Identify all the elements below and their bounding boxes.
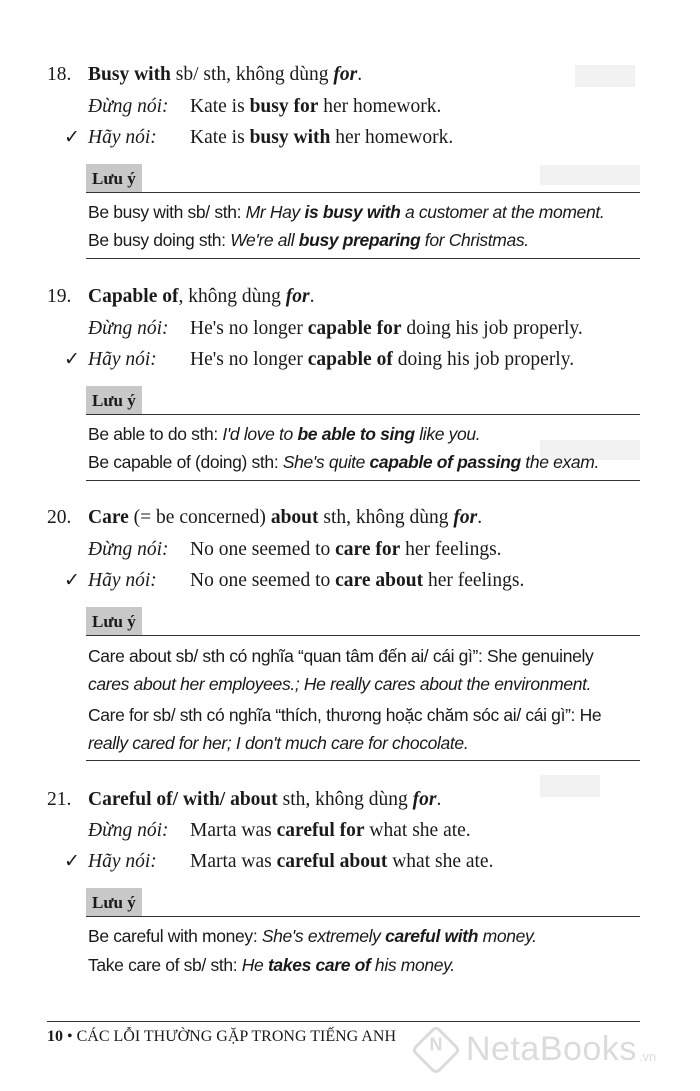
heading-keyword: Busy with — [88, 64, 171, 85]
right-label: Hãy nói: — [88, 349, 157, 370]
note-box — [86, 386, 640, 482]
note-tag: Lưu ý — [86, 386, 142, 415]
note-line — [88, 674, 591, 695]
netabooks-watermark — [418, 1030, 656, 1069]
wrong-example: He's no longer capable for doing his job properly. — [190, 318, 583, 339]
heading-keyword-2: about — [270, 507, 319, 528]
right-label: Hãy nói: — [88, 127, 157, 148]
note-line: Be busy doing sth: We're all busy preparing for Christmas. — [88, 230, 529, 250]
entry-heading — [47, 286, 314, 308]
right-example: Marta was careful about what she ate. — [190, 851, 494, 872]
watermark-text: NetaBooks — [466, 1030, 637, 1068]
page-number: 10 — [47, 1028, 63, 1045]
heading-tail: . — [436, 789, 442, 810]
note-divider — [86, 258, 640, 259]
bleed-through-shadow — [540, 775, 600, 797]
checkmark-icon: ✓ — [64, 851, 80, 872]
note-divider — [86, 760, 640, 761]
entry-number: 20. — [47, 507, 72, 528]
note-box — [86, 607, 640, 761]
heading-tail: . — [309, 286, 315, 307]
heading-text: sth, không dùng — [277, 789, 413, 810]
heading-text: , không dùng — [178, 286, 286, 307]
right-label: Hãy nói: — [88, 570, 157, 591]
heading-for: for — [285, 286, 310, 307]
note-tag: Lưu ý — [86, 888, 142, 917]
heading-keyword: Careful of/ with/ about — [88, 789, 278, 810]
note-line: Take care of sb/ sth: He takes care of his money. — [88, 955, 455, 975]
note-line: Be able to do sth: I'd love to be able to sing like you. — [88, 424, 481, 444]
note-box — [86, 164, 640, 260]
note-tag: Lưu ý — [86, 164, 142, 193]
bleed-through-shadow — [575, 65, 635, 87]
right-example: Kate is busy with her homework. — [190, 127, 454, 148]
entry-heading — [47, 64, 362, 86]
checkmark-icon: ✓ — [64, 570, 80, 591]
note-divider — [86, 916, 640, 917]
entry-number: 21. — [47, 789, 72, 810]
footer-divider — [47, 1021, 640, 1022]
note-para-line: Care about sb/ sth có nghĩa “quan tâm đến ai/ cái gì”: She genuinely — [88, 646, 594, 666]
right-example: He's no longer capable of doing his job properly. — [190, 349, 575, 370]
heading-tail: . — [357, 64, 363, 85]
note-divider — [86, 480, 640, 481]
wrong-label: Đừng nói: — [88, 318, 169, 339]
wrong-example: Marta was careful for what she ate. — [190, 820, 471, 841]
checkmark-icon: ✓ — [64, 349, 80, 370]
note-line: Be busy with sb/ sth: Mr Hay is busy with a customer at the moment. — [88, 202, 605, 222]
wrong-example: No one seemed to care for her feelings. — [190, 539, 502, 560]
right-example: No one seemed to care about her feelings. — [190, 570, 525, 591]
wrong-label: Đừng nói: — [88, 820, 169, 841]
checkmark-icon: ✓ — [64, 127, 80, 148]
book-title: CÁC LỖI THƯỜNG GẶP TRONG TIẾNG ANH — [76, 1028, 396, 1045]
watermark-suffix: .vn — [638, 1049, 657, 1064]
note-line — [88, 733, 468, 754]
heading-keyword: Care — [88, 507, 129, 528]
note-line — [88, 646, 593, 667]
heading-text-2: sth, không dùng — [318, 507, 454, 528]
page-footer — [47, 1028, 396, 1046]
note-line — [88, 705, 601, 726]
entry-number: 18. — [47, 64, 72, 85]
note-para-line: cares about her employees.; He really cares about the environment. — [88, 674, 592, 694]
note-para-line: Care for sb/ sth có nghĩa “thích, thương hoặc chăm sóc ai/ cái gì”: He — [88, 705, 602, 725]
heading-text: sb/ sth, không dùng — [170, 64, 334, 85]
netabooks-logo-icon — [411, 1024, 462, 1075]
entry-heading — [47, 789, 441, 811]
heading-for: for — [453, 507, 478, 528]
entry-number: 19. — [47, 286, 72, 307]
entry-heading — [47, 507, 482, 529]
wrong-label: Đừng nói: — [88, 96, 169, 117]
heading-tail: . — [477, 507, 483, 528]
note-para-line: really cared for her; I don't much care for chocolate. — [88, 733, 469, 753]
heading-keyword: Capable of — [88, 286, 179, 307]
wrong-label: Đừng nói: — [88, 539, 169, 560]
heading-text: (= be concerned) — [128, 507, 271, 528]
note-divider — [86, 192, 640, 193]
wrong-example: Kate is busy for her homework. — [190, 96, 442, 117]
heading-for: for — [412, 789, 437, 810]
note-divider — [86, 414, 640, 415]
note-line: Be careful with money: She's extremely careful with money. — [88, 926, 537, 946]
footer-bullet: • — [67, 1028, 73, 1045]
note-tag: Lưu ý — [86, 607, 142, 636]
note-line: Be capable of (doing) sth: She's quite capable of passing the exam. — [88, 452, 600, 472]
right-label: Hãy nói: — [88, 851, 157, 872]
note-divider — [86, 635, 640, 636]
heading-for: for — [333, 64, 358, 85]
note-box — [86, 888, 640, 984]
